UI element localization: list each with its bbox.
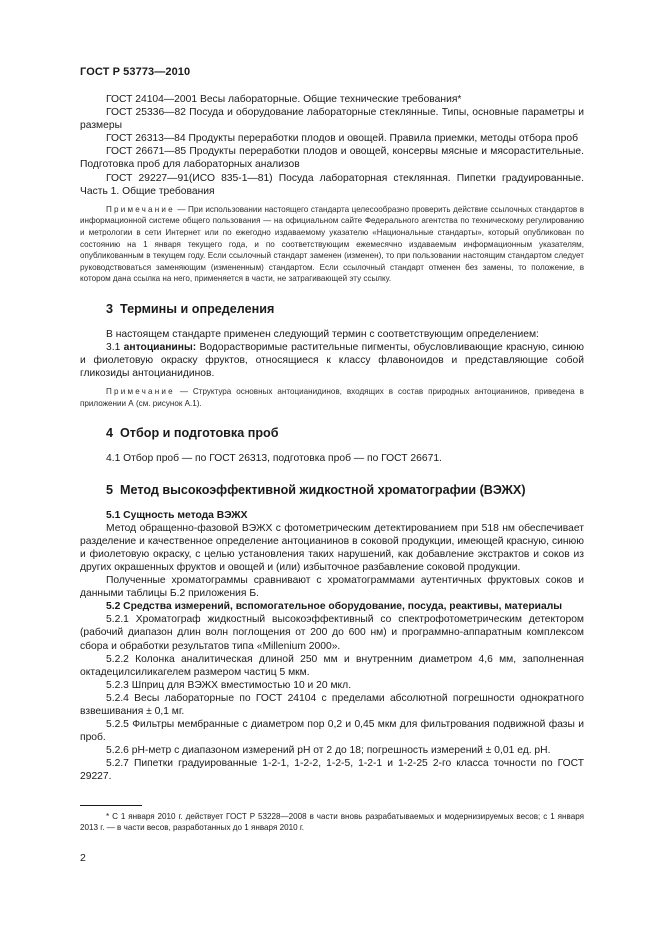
note-references xyxy=(80,204,584,285)
section-title: Термины и определения xyxy=(120,301,275,316)
item-5-2-1: 5.2.1 Хроматограф жидкостный высокоэффективный со спектрофотометрическим детектором (рабочий диапазон длин волн поглощения от 200 до 600 нм) и программно-аппаратным комплексом сбора и обработки результатов типа «Millenium 2000». xyxy=(80,614,584,652)
item-5-2-6: 5.2.6 рН-метр с диапазоном измерений рН от 2 до 18; погрешность измерений ± 0,01 ед. рН. xyxy=(106,745,551,757)
item-5-2-4: 5.2.4 Весы лабораторные по ГОСТ 24104 с пределами абсолютной погрешности однократного взвешивания ± 0,1 мг. xyxy=(80,692,584,717)
section-3-heading xyxy=(80,302,584,316)
footnote: * С 1 января 2010 г. действует ГОСТ Р 53228—2008 в части вновь разрабатываемых и модернизируемых весов; с 1 января 2013 г. — в части весов, разработанных до 1 января 2010 г. xyxy=(80,812,584,833)
subsection-5-1-heading: 5.1 Сущность метода ВЭЖХ xyxy=(106,509,248,521)
ref-gost-25336: ГОСТ 25336—82 Посуда и оборудование лабораторные стеклянные. Типы, основные параметры и размеры xyxy=(80,107,584,132)
section-number: 5 xyxy=(106,482,114,497)
footnote-divider xyxy=(80,805,142,806)
ref-gost-26671: ГОСТ 26671—85 Продукты переработки плодов и овощей, консервы мясные и мясорастительные. Подготовка проб для лабораторных анализов xyxy=(80,146,584,171)
item-5-2-5: 5.2.5 Фильтры мембранные с диаметром пор 0,2 и 0,45 мкм для фильтрования подвижной фазы и проб. xyxy=(80,719,584,744)
item-5-2-3: 5.2.3 Шприц для ВЭЖХ вместимостью 10 и 20 мкл. xyxy=(106,679,352,691)
section-5-heading xyxy=(80,483,584,497)
ref-gost-29227: ГОСТ 29227—91(ИСО 835-1—81) Посуда лабораторная стеклянная. Пипетки градуированные. Часть 1. Общие требования xyxy=(80,172,584,197)
section-4-heading xyxy=(80,426,584,440)
section-title: Метод высокоэффективной жидкостной хроматографии (ВЭЖХ) xyxy=(120,482,526,497)
subsection-5-1-para-2: Полученные хроматограммы сравнивают с хроматограммами аутентичных фруктовых соков и данными таблицы Б.2 приложения Б. xyxy=(80,575,584,600)
item-5-2-2: 5.2.2 Колонка аналитическая длиной 250 мм и внутренним диаметром 4,6 мм, заполненная октадецилсиликагелем размером частиц 5 мкм. xyxy=(80,653,584,678)
term-text: Водорастворимые растительные пигменты, обусловливающие красную, синюю и фиолетовую окраску фруктов, относящиеся к классу флавоноидов и представляющие собой гликозиды антоцианидинов. xyxy=(80,342,584,380)
section-title: Отбор и подготовка проб xyxy=(120,426,279,441)
page-number: 2 xyxy=(80,852,86,864)
section-4-text: 4.1 Отбор проб — по ГОСТ 26313, подготовка проб — по ГОСТ 26671. xyxy=(106,453,442,465)
section-number: 4 xyxy=(106,426,114,441)
ref-gost-26313: ГОСТ 26313—84 Продукты переработки плодов и овощей. Правила приемки, методы отбора проб xyxy=(106,133,578,145)
note-anthocyanidins xyxy=(80,386,584,409)
subsection-5-2-heading: 5.2 Средства измерений, вспомогательное оборудование, посуда, реактивы, материалы xyxy=(106,601,563,613)
note-label: Примечание xyxy=(106,204,175,214)
note-label: Примечание xyxy=(106,387,175,397)
term-definition xyxy=(80,341,584,380)
page-header: ГОСТ Р 53773—2010 xyxy=(80,66,191,78)
term-number: 3.1 xyxy=(106,342,124,353)
section-number: 3 xyxy=(106,301,114,316)
note-text: — При использовании настоящего стандарта целесообразно проверить действие ссылочных стандартов в информационной системе общего пользования — на официальном сайте Федерального агентства по техническому регулированию и метрологии в сети Интернет или по ежегодно издаваемому указателю «Национальные стандарты», который опубликован по состоянию на 1 января текущего года, и по соответствующим ежемесячно издаваемым информационным указателям, опубликованным в текущем году. Если ссылочный стандарт заменен (изменен), то при пользовании настоящим стандартом следует руководствоваться заменяющим (измененным) стандартом. Если ссылочный стандарт отменен без замены, то положение, в котором дана ссылка на него, применяется в части, не затрагивающей эту ссылку. xyxy=(80,204,584,284)
page-content xyxy=(80,93,584,784)
subsection-5-1-para-1: Метод обращенно-фазовой ВЭЖХ с фотометрическим детектированием при 518 нм обеспечивает разделение и качественное определение антоцианинов в соковой продукции, имеющей красную, синюю и фиолетовую окраску, с целью установления таких нарушений, как добавление экстрактов и соков из других окрашенных фруктов и овощей и (или) избыточное разбавление соковой продукции. xyxy=(80,522,584,573)
ref-gost-24104: ГОСТ 24104—2001 Весы лабораторные. Общие технические требования* xyxy=(106,94,462,105)
term-name: антоцианины: xyxy=(123,342,197,353)
item-5-2-7: 5.2.7 Пипетки градуированные 1-2-1, 1-2-2, 1-2-5, 1-2-1 и 1-2-25 2-го класса точности по ГОСТ 29227. xyxy=(80,758,584,783)
section-3-intro: В настоящем стандарте применен следующий термин с соответствующим определением: xyxy=(106,328,539,340)
note-text: — Структура основных антоцианидинов, входящих в состав природных антоцианинов, приведена в приложении А (см. рисунок А.1). xyxy=(80,387,584,408)
